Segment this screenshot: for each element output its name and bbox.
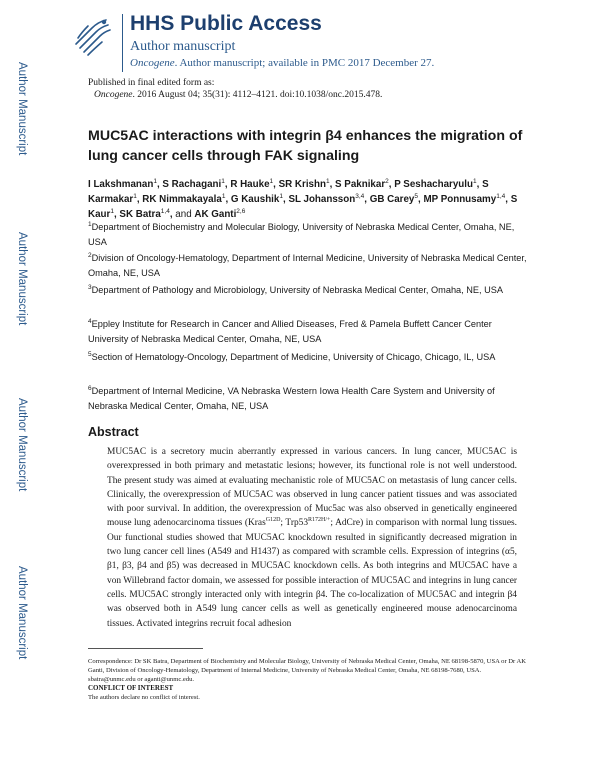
author-name: P Seshacharyulu <box>394 179 473 190</box>
affiliation-3: $^3$Department of Pathology and Microbiology, University of Nebraska Medical Center, Omaha, NE, USA <box>88 284 504 295</box>
author-name: MP Ponnusamy <box>423 194 497 205</box>
citation-details: . 2016 August 04; 35(31): 4112–4121. doi:10.1038/onc.2015.478. <box>132 90 383 100</box>
correspondence-note: Correspondence: Dr SK Batra, Department of Biochemistry and Molecular Biology, University of Nebraska Medical Center, Omaha, NE 68198-5870, USA or Dr AK Ganti, Division of Oncology-Hematology, Department of Internal Medicine, University of Nebraska Medical Center, Omaha, NE 68198-7680, USA. sbatra@unmc.edu or aganti@unmc.edu. <box>88 658 527 683</box>
citation-journal: Oncogene <box>94 90 133 100</box>
author-affiliation-marker: 2,6 <box>236 208 246 215</box>
abstract-text: MUC5AC is a secretory mucin aberrantly expressed in various cancers. In lung cancer, MUC5AC is overexpressed in both primary and metastatic lesions; however, its functional role is not well understood. The present study was aimed at evaluating mechanistic role of MUC5AC on metastasis of lung cancer cells. Clinically, the overexpression of MUC5AC was observed in lung cancer patient tissues and was associated with poor survival. In addition, the overexpression of Muc5ac was also observed in genetically engineered mouse lung adenocarcinoma tissues (Kras$^{G12D}$; $Trp53^{R172H/+}$; AdCre) in comparison with normal lung tissues. Our functional studies showed that MUC5AC knockdown resulted in significantly decreased migration in two lung cancer cell lines (A549 and H1437) as compared with scramble cells. Expression of integrins (α5, β1, β3, β4 and β5) was decreased in MUC5AC knockdown cells. As both integrins and MUC5AC have a von Willebrand factor domain, we assessed for possible interaction of MUC5AC and integrins in lung cancer cells. MUC5AC strongly interacted only with integrin β4. The co-localization of MUC5AC and integrin β4 was observed both in A549 lung cancer cells as well as genetically engineered mouse adenocarcinoma tissues. Activated integrins recruit focal adhesion <box>107 447 517 629</box>
author-affiliation-marker: 3,4 <box>355 193 365 200</box>
author-affiliation-marker: 1,4 <box>496 193 506 200</box>
author-list: I Lakshmanan$^1$, S Rachagani$^1$, R Hauke$^1$, SR Krishn$^1$, S Paknikar$^2$, P Seshacharyulu$^1$, S Karmakar$^1$, RK Nimmakayala$^1$, G Kaushik$^1$, SL Johansson$^{3,4}$, GB Carey$^5$, MP Ponnusamy$^{1,4}$, S Kaur$^1$, SK Batra$^{1,4}$, and AK Ganti$^{2,6}$ <box>88 178 518 220</box>
sidebar-author-manuscript-4: Author Manuscript <box>16 566 28 660</box>
affiliation-5: $^5$Section of Hematology-Oncology, Department of Medicine, University of Chicago, Chicago, IL, USA <box>88 351 496 362</box>
author-name: S Kaur <box>88 194 518 220</box>
author-list-and: and <box>175 209 195 220</box>
citation-line <box>88 89 568 101</box>
author-affiliation-marker: 1 <box>110 208 114 215</box>
sidebar-author-manuscript-3: Author Manuscript <box>16 398 28 492</box>
author-manuscript-label: Author manuscript <box>130 39 236 54</box>
hhs-public-access-title: HHS Public Access <box>130 12 322 35</box>
article-title: MUC5AC interactions with integrin β4 enhances the migration of lung cancer cells through FAK signaling <box>88 128 523 164</box>
author-affiliation-marker: 1,4 <box>160 208 170 215</box>
author-name: SR Krishn <box>278 179 326 190</box>
author-name: AK Ganti <box>194 209 237 220</box>
author-name: S Karmakar <box>88 179 489 205</box>
author-affiliation-marker: 1 <box>221 193 226 200</box>
author-name: GB Carey <box>369 194 415 205</box>
hhs-eagle-logo-icon <box>70 14 114 58</box>
author-name: SK Batra <box>119 209 161 220</box>
author-affiliation-marker: 1 <box>133 193 137 200</box>
availability-line <box>130 57 434 69</box>
conflict-of-interest-heading: CONFLICT OF INTEREST <box>88 684 174 692</box>
author-affiliation-marker: 5 <box>414 193 418 200</box>
affiliation-6: $^6$Department of Internal Medicine, VA Nebraska Western Iowa Health Care System and University of Nebraska Medical Center, Omaha, NE, USA <box>88 385 495 411</box>
author-name: R Hauke <box>230 179 270 190</box>
availability-text: . Author manuscript; available in PMC 2017 December 27. <box>174 57 435 69</box>
author-affiliation-marker: 1 <box>473 178 477 185</box>
affiliation-4: $^4$Eppley Institute for Research in Cancer and Allied Diseases, Fred & Pamela Buffett Cancer Center University of Nebraska Medical Center, Omaha, NE, USA <box>88 318 492 344</box>
author-name: S Paknikar <box>335 179 386 190</box>
author-affiliation-marker: 1 <box>153 178 157 185</box>
author-affiliation-marker: 1 <box>221 178 225 185</box>
author-affiliation-marker: 2 <box>385 178 389 185</box>
author-name: RK Nimmakayala <box>142 194 222 205</box>
author-name: I Lakshmanan <box>88 179 154 190</box>
affiliation-2: $^2$Division of Oncology-Hematology, Department of Internal Medicine, University of Nebraska Medical Center, Omaha, NE, USA <box>88 252 527 278</box>
publication-info <box>88 77 568 101</box>
hhs-header <box>70 12 570 74</box>
author-affiliation-marker: 1 <box>279 193 283 200</box>
footnote-divider <box>88 648 203 649</box>
sidebar-author-manuscript-2: Author Manuscript <box>16 232 28 326</box>
author-name: SL Johansson <box>288 194 356 205</box>
header-divider <box>122 14 123 72</box>
author-affiliation-marker: 1 <box>269 178 274 185</box>
abstract-heading: Abstract <box>88 425 139 439</box>
footnotes <box>88 657 528 702</box>
conflict-of-interest-text: The authors declare no conflict of interest. <box>88 694 200 701</box>
sidebar-author-manuscript-1: Author Manuscript <box>16 62 28 156</box>
author-affiliation-marker: 1 <box>325 178 330 185</box>
journal-name: Oncogene <box>130 57 175 69</box>
affiliation-1: $^1$Department of Biochemistry and Molecular Biology, University of Nebraska Medical Center, Omaha, NE, USA <box>88 221 515 247</box>
author-name: G Kaushik <box>230 194 280 205</box>
published-label: Published in final edited form as: <box>88 78 215 88</box>
author-name: S Rachagani <box>162 179 222 190</box>
